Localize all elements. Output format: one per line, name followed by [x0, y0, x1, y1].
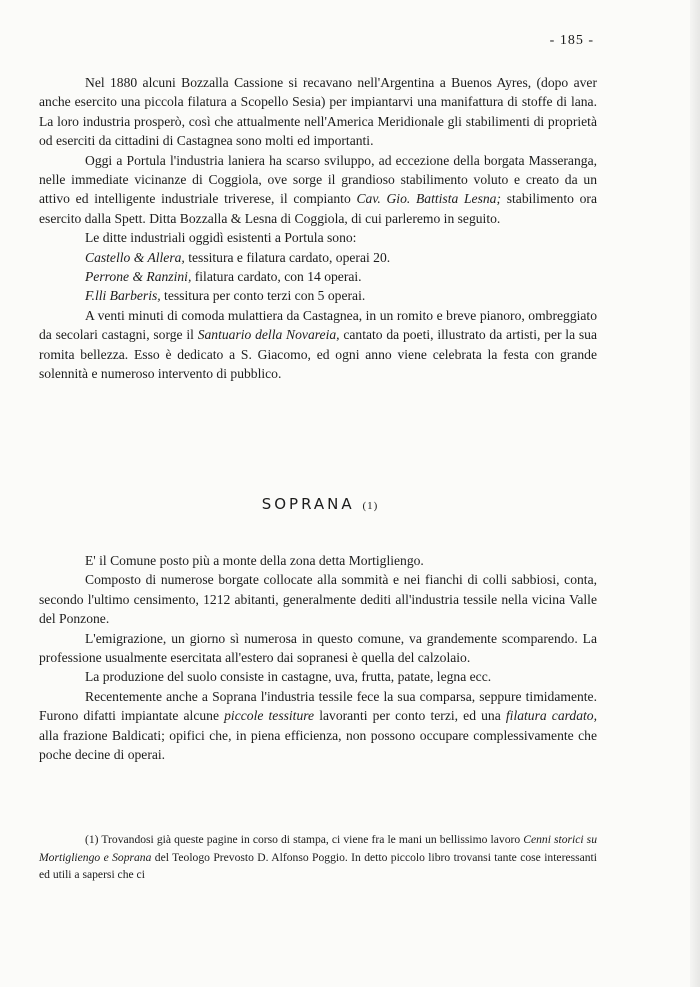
firm-line: F.lli Barberis, tessitura per conto terzi con 5 operai. — [85, 288, 366, 304]
paragraph-emigrazione: L'emigrazione, un giorno sì numerosa in questo comune, va grandemente scomparendo. La professione usualmente esercitata all'estero dai sopranesi è quella del calzolaio. — [39, 630, 597, 666]
top-section — [39, 73, 597, 384]
paragraph-comune: E' il Comune posto più a monte della zona detta Mortigliengo. — [85, 553, 424, 568]
soprana-section — [39, 551, 597, 764]
page-number: - 185 - — [549, 33, 594, 48]
footnote-text: (1) Trovandosi già queste pagine in corso di stampa, ci viene fra le mani un bellissimo lavoro Cenni storici su Mortigliengo e Soprana del Teologo Prevosto D. Alfonso Poggio. In detto piccolo libro trovansi tante cose interessanti ed utili a sapersi che ci — [39, 833, 597, 881]
footnote-reference: (1) — [362, 500, 379, 512]
paragraph-portula-industry: Oggi a Portula l'industria laniera ha scarso sviluppo, ad eccezione della borgata Masseranga, nelle immediate vicinanze di Coggiola, ove sorge il grandioso stabilimento voluto e creato da un attivo ed intelligente industriale triverese, il compianto Cav. Gio. Battista Lesna; stabilimento ora esercito dalla Spett. Ditta Bozzalla & Lesna di Coggiola, di cui parleremo in seguito. — [39, 152, 597, 226]
paragraph-borgate: Composto di numerose borgate collocate alla sommità e nei fianchi di colli sabbiosi, conta, secondo l'ultimo censimento, 1212 abitanti, generalmente dediti all'industria tessile nella vicina Valle del Ponzone. — [39, 572, 597, 627]
firm-line: Castello & Allera, tessitura e filatura cardato, operai 20. — [85, 249, 391, 265]
paragraph-buenos-ayres: Nel 1880 alcuni Bozzalla Cassione si recavano nell'Argentina a Buenos Ayres, (dopo aver anche esercito una piccola filatura a Scopello Sesia) per impiantarvi una manifattura di stoffe di lana. La loro industria prosperò, così che attualmente nell'America Meridionale gli stabilimenti di proprietà od eserciti da cittadini di Castagnea sono molti ed importanti. — [39, 75, 597, 149]
section-title: SOPRANA — [261, 495, 355, 513]
paragraph-firms-intro: Le ditte industriali oggidì esistenti a Portula sono: — [85, 230, 357, 246]
paragraph-santuario: A venti minuti di comoda mulattiera da Castagnea, in un romito e breve pianoro, ombreggiato da secolari castagni, sorge il Santuario della Novareia, cantato da poeti, illustrato da artisti, per la sua romita bellezza. Esso è dedicato a S. Giacomo, ed ogni anno viene celebrata la festa con grande solennità e numeroso intervento di pubblico. — [39, 307, 598, 382]
firm-line: Perrone & Ranzini, filatura cardato, con 14 operai. — [85, 269, 362, 285]
section-heading — [0, 495, 640, 513]
page-edge — [690, 0, 700, 987]
paragraph-produzione: La produzione del suolo consiste in castagne, uva, frutta, patate, legna ecc. — [85, 669, 492, 685]
paragraph-industria-tessile: Recentemente anche a Soprana l'industria tessile fece la sua comparsa, seppure timidamente. Furono difatti impiantate alcune piccole tessiture lavoranti per conto terzi, ed una filatura cardato, alla frazione Baldicati; opifici che, in piena efficienza, non possono occupare complessivamente che poche decine di operai. — [39, 688, 597, 763]
footnote — [39, 831, 597, 884]
